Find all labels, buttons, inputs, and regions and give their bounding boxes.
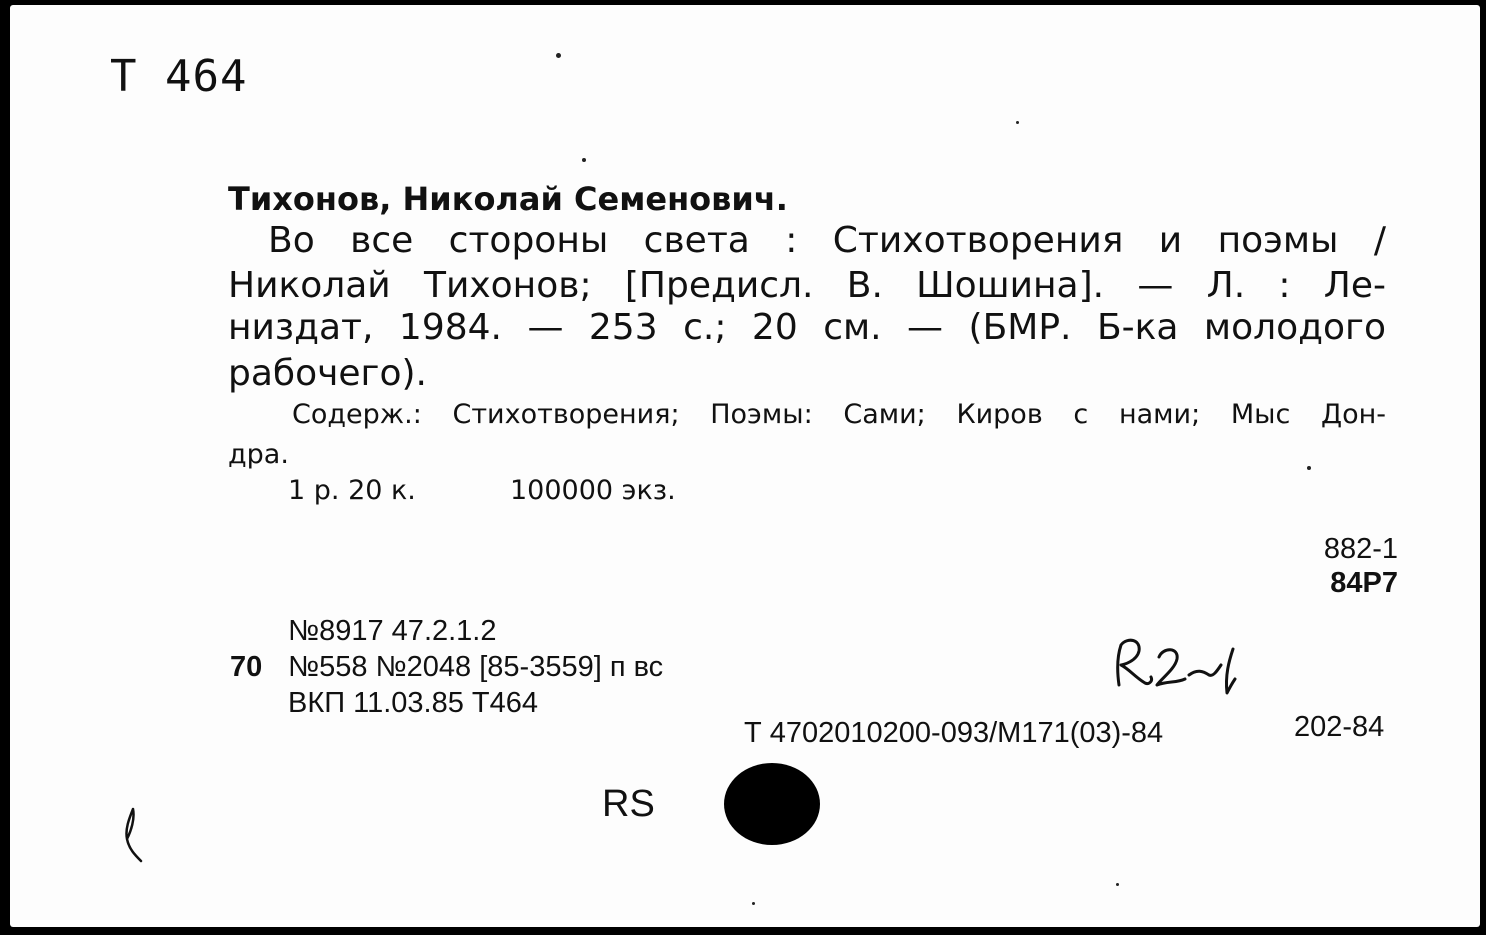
speck — [1307, 466, 1311, 470]
call-number: Т 464 — [110, 51, 248, 102]
speck — [1116, 883, 1119, 886]
classification-bbk: 882-1 — [1323, 533, 1398, 565]
copies: 100000 экз. — [510, 475, 676, 506]
filled-circle-mark — [724, 763, 820, 845]
title-line-4: рабочего). — [228, 353, 427, 394]
stamp-rs: RS — [602, 783, 655, 825]
speck — [556, 53, 561, 58]
registration-line-3: ВКП 11.03.85 Т464 — [288, 687, 539, 719]
price: 1 р. 20 к. — [288, 475, 416, 506]
contents-line-2: дра. — [228, 439, 289, 470]
speck — [752, 902, 755, 905]
author-heading: Тихонов, Николай Семенович. — [228, 180, 788, 218]
title-line-3: низдат, 1984. — 253 с.; 20 см. — (БМР. Б-ка молодого — [228, 307, 1386, 348]
registration-line-2: №558 №2048 [85-3559] п вс — [288, 651, 664, 683]
registration-line-1: №8917 47.2.1.2 — [288, 615, 497, 647]
title-line-1: Во все стороны света : Стихотворения и поэмы / — [268, 220, 1386, 261]
registration-prefix: 70 — [230, 651, 263, 683]
catalog-card — [10, 5, 1480, 927]
contents-line-1: Содерж.: Стихотворения; Поэмы: Сами; Киров с нами; Мыс Дон- — [292, 399, 1386, 430]
handwritten-number — [115, 805, 155, 867]
classification-author-sign: 84Р7 — [1330, 567, 1398, 599]
isbn-line: Т 4702010200-093/М171(03)-84 — [744, 717, 1164, 749]
handwritten-mark — [1105, 635, 1255, 705]
order-number: 202-84 — [1294, 711, 1385, 743]
speck — [582, 158, 586, 162]
title-line-2: Николай Тихонов; [Предисл. В. Шошина]. — Л. : Ле- — [228, 265, 1386, 306]
speck — [1016, 121, 1019, 124]
